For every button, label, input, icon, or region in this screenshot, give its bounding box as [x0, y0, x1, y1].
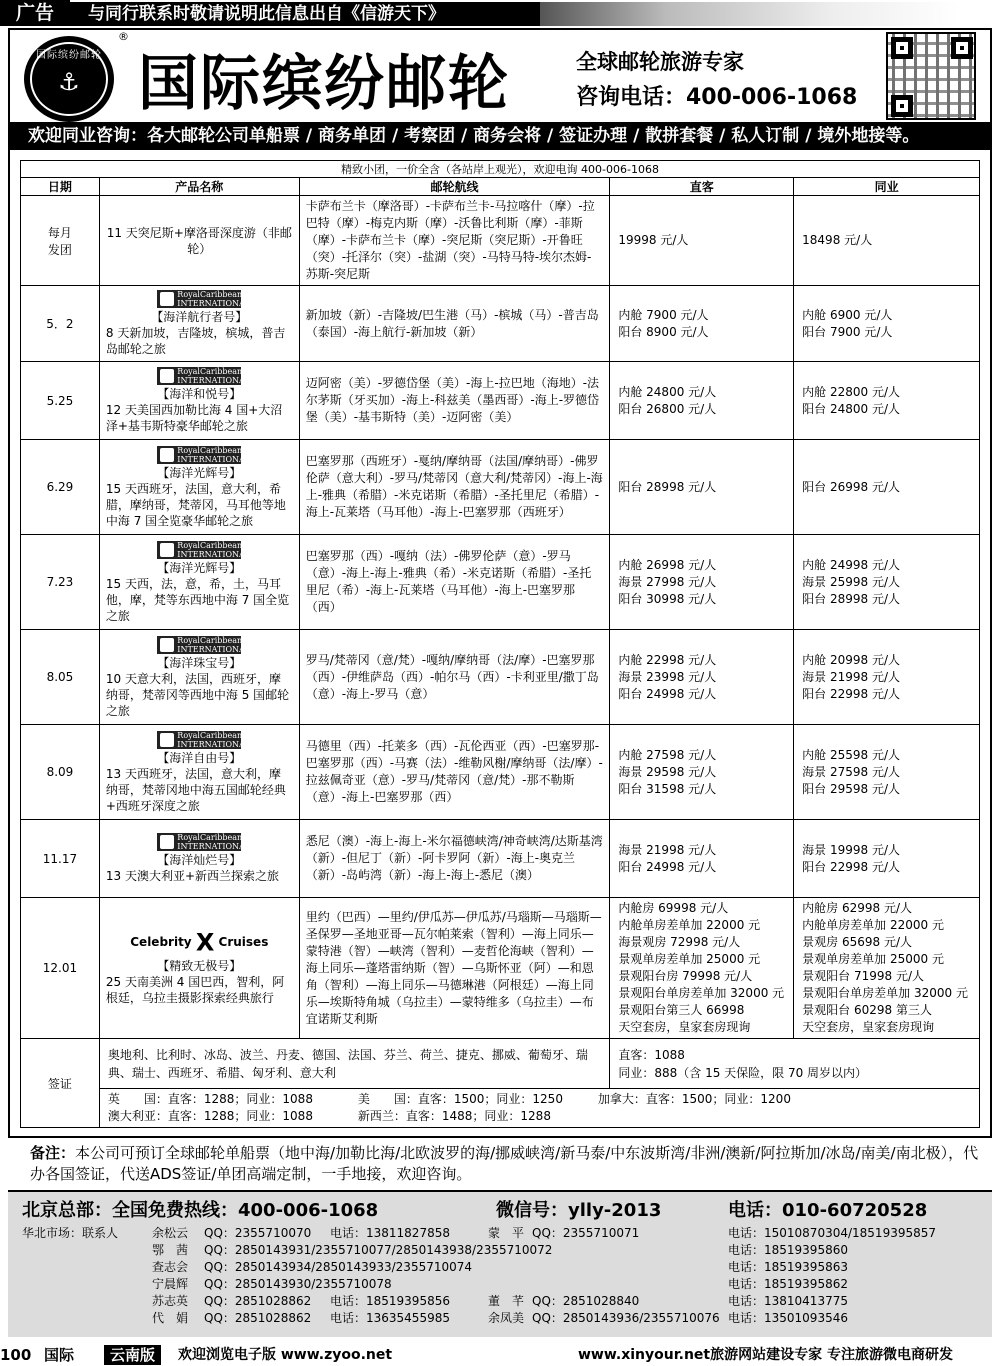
contact-qq: QQ：2355710070: [204, 1226, 312, 1240]
visa-others: [99, 1089, 979, 1128]
row-direct-prices: [610, 630, 794, 725]
row-route: 卡萨布兰卡（摩洛哥）-卡萨布兰卡-马拉喀什（摩）-拉巴特（摩）-梅克内斯（摩）-沃鲁比利斯（摩）-菲斯（摩）-卡萨布兰卡（摩）-突尼斯（突尼斯）-开鲁旺（突）-托泽尔（突）-盐湖（突）-马特马特-埃尔杰姆-苏斯-突尼斯: [299, 196, 610, 286]
notes-text: 本公司可预订全球邮轮单船票（地中海/加勒比海/北欧波罗的海/挪威峡湾/新马泰/中东波斯湾/非洲/澳新/阿拉斯加/冰岛/南美/南北极），代办各国签证，代送ADS签证/单团高端定制，一手地接，欢迎咨询。: [30, 1144, 979, 1183]
row-date: 6.29: [21, 440, 100, 535]
market-label: 华北市场：联系人: [22, 1226, 119, 1240]
qr-code-icon: [886, 32, 976, 120]
peer-price: 天空套房，皇家套房现询: [802, 1020, 935, 1034]
product-description: 12 天美国西加勒比海 4 国+大沼泽+基韦斯特豪华邮轮之旅: [105, 403, 283, 433]
col-header-route: 邮轮航线: [299, 178, 610, 196]
contact-qq-2: QQ：2851028840: [532, 1294, 640, 1308]
table-row: [21, 362, 980, 440]
ship-name: 【海洋光辉号】: [157, 465, 242, 480]
direct-price: 内舱 26998 元/人: [618, 557, 717, 572]
ad-notice: 与同行联系时敬请说明此信息出自《信游天下》: [70, 2, 540, 26]
peer-price: 景观房 65698 元/人: [802, 935, 913, 949]
direct-price: 内舱 27598 元/人: [618, 747, 717, 762]
direct-price: 阳台 28998 元/人: [618, 479, 717, 494]
peer-price: 内舱房 62998 元/人: [802, 901, 913, 915]
row-date: 5.25: [21, 362, 100, 440]
contact-name-2: 余凤美: [488, 1311, 525, 1325]
celebrity-cruises-logo-icon: Celebrity X Cruises: [130, 928, 269, 957]
peer-price: 景观阳台 60298 第三人: [802, 1003, 932, 1017]
direct-price: 景观阳台第三人 66998: [618, 1003, 745, 1017]
row-product: [99, 820, 299, 898]
peer-price: 景观单房差单加 25000 元: [802, 952, 944, 966]
peer-price: 阳台 22998 元/人: [802, 686, 901, 701]
table-row: [21, 535, 980, 630]
edition-badge: 云南版: [104, 1345, 161, 1365]
footer-left-link[interactable]: 欢迎浏览电子版 www.zyoo.net: [178, 1347, 393, 1363]
contact-qq: QQ：2850143934/2850143933/2355710074: [204, 1260, 473, 1274]
peer-price: 景观阳台 71998 元/人: [802, 969, 925, 983]
row-route: 悉尼（澳）-海上-海上-米尔福德峡湾/神奇峡湾/达斯基湾（新）-但尼丁（新）-阿卡罗阿（新）-海上-奥克兰（新）-岛屿湾（新）-海上-海上-悉尼（澳）: [299, 820, 610, 898]
peer-price: 内舱 20998 元/人: [802, 652, 901, 667]
direct-price: 阳台 30998 元/人: [618, 591, 717, 606]
contact-qq: QQ：2851028862: [204, 1294, 312, 1308]
welcome-bar: 欢迎同业咨询：各大邮轮公司单船票 / 商务单团 / 考察团 / 商务会将 / 签证办理 / 散拼套餐 / 私人订制 / 境外地接等。: [8, 122, 992, 150]
direct-price: 海景 29598 元/人: [618, 764, 717, 779]
registered-mark: ®: [118, 30, 129, 43]
hotline: 咨询电话：400-006-1068: [576, 85, 858, 110]
row-direct-prices: [610, 898, 794, 1039]
royal-caribbean-logo-icon: RoyalCaribbean INTERNATIONAL: [157, 731, 241, 749]
hq-phone: 电话：010-60720528: [728, 1200, 928, 1221]
royal-caribbean-logo-icon: RoyalCaribbean INTERNATIONAL: [157, 446, 241, 464]
direct-price: 阳台 24998 元/人: [618, 859, 717, 874]
royal-caribbean-logo-icon: RoyalCaribbean INTERNATIONAL: [157, 290, 241, 308]
direct-price: 海景 27998 元/人: [618, 574, 717, 589]
visa-new-zealand: 新西兰：直客：1488；同业：1288: [357, 1109, 551, 1123]
row-date: 7.23: [21, 535, 100, 630]
contact-row: [8, 1275, 992, 1292]
direct-price: 内舱 7900 元/人: [618, 307, 709, 322]
contact-qq: QQ：2850143930/2355710078: [204, 1277, 392, 1291]
direct-price: 内舱 22998 元/人: [618, 652, 717, 667]
ship-name: 【精致无极号】: [157, 959, 242, 974]
visa-row-1: [21, 1039, 980, 1089]
contact-row: [8, 1309, 992, 1326]
row-direct-prices: [610, 196, 794, 286]
row-peer-prices: [794, 725, 980, 820]
row-date: 每月 发团: [21, 196, 100, 286]
row-product: [99, 440, 299, 535]
visa-us: 美 国：直客：1500；同业：1250: [357, 1092, 563, 1106]
notes: [30, 1143, 980, 1185]
row-peer-prices: [794, 286, 980, 362]
product-description: 11 天突尼斯+摩洛哥深度游（非邮轮）: [106, 225, 292, 256]
row-date: 8.09: [21, 725, 100, 820]
row-product: [99, 362, 299, 440]
contact-tel: 电话：13635455985: [330, 1311, 450, 1325]
peer-price: 海景 21998 元/人: [802, 669, 901, 684]
peer-price: 18498 元/人: [802, 233, 873, 247]
direct-price: 内舱房 69998 元/人: [618, 901, 729, 915]
logo-ring-text: 国际缤纷邮轮: [36, 50, 102, 61]
table-caption: 精致小团，一价全含（各站岸上观光），欢迎电询 400-006-1068: [21, 161, 980, 178]
peer-price: 阳台 28998 元/人: [802, 591, 901, 606]
row-peer-prices: [794, 440, 980, 535]
hq-hotline: 北京总部：全国免费热线：400-006-1068: [22, 1200, 379, 1221]
peer-price: 阳台 29598 元/人: [802, 781, 901, 796]
ad-banner: [0, 0, 1000, 28]
table-row: [21, 820, 980, 898]
direct-price: 19998 元/人: [618, 233, 689, 247]
contact-row: [8, 1258, 992, 1275]
product-description: 25 天南美洲 4 国巴西，智利，阿根廷，乌拉圭摄影探索经典旅行: [105, 975, 285, 1006]
row-peer-prices: [794, 535, 980, 630]
row-route: 里约（巴西）—里约/伊瓜苏—伊瓜苏/马瑙斯—马瑙斯—圣保罗—圣地亚哥—瓦尔帕莱索（智利）—海上同乐—蒙特港（智）—峡湾（智利）—麦哲伦海峡（智利）—海上同乐—蓬塔雷纳斯（智）—乌斯怀亚（阿）—和恩角（智利）—海上同乐—马德琳港（阿根廷）—海上同乐—埃斯特角城（乌拉圭）—蒙特维多（乌拉圭）—布宜诺斯艾利斯: [299, 898, 610, 1039]
row-product: [99, 196, 299, 286]
row-date: 12.01: [21, 898, 100, 1039]
contact-tel-2: 电话：15010870304/18519395857: [728, 1226, 937, 1240]
direct-price: 内舱单房差单加 22000 元: [618, 918, 761, 932]
col-header-date: 日期: [21, 178, 100, 196]
visa-direct: 直客：1088: [618, 1047, 685, 1062]
visa-label: 签证: [21, 1039, 100, 1128]
royal-caribbean-logo-icon: RoyalCaribbean INTERNATIONAL: [157, 636, 241, 654]
product-description: 15 天西，法，意，希，土，马耳他，摩，梵等东西地中海 7 国全览之旅: [105, 576, 290, 623]
contact-name: 代 娟: [152, 1311, 189, 1325]
peer-price: 内舱单房差单加 22000 元: [802, 918, 944, 932]
notes-label: 备注：: [30, 1144, 76, 1162]
row-direct-prices: [610, 725, 794, 820]
peer-price: 内舱 6900 元/人: [802, 307, 893, 322]
row-route: 新加坡（新）-吉隆坡/巴生港（马）-槟城（马）-普吉岛（泰国）-海上航行-新加坡（新）: [299, 286, 610, 362]
direct-price: 阳台 31598 元/人: [618, 781, 717, 796]
direct-price: 景观单房差单加 25000 元: [618, 952, 761, 966]
row-peer-prices: [794, 630, 980, 725]
contact-row: [8, 1292, 992, 1309]
contact-qq: QQ：2850143931/2355710077/2850143938/2355710072: [204, 1243, 553, 1257]
row-product: [99, 898, 299, 1039]
royal-caribbean-logo-icon: RoyalCaribbean INTERNATIONAL: [157, 541, 241, 559]
row-product: [99, 725, 299, 820]
table-row: [21, 630, 980, 725]
peer-price: 海景 25998 元/人: [802, 574, 901, 589]
direct-price: 天空套房，皇家套房现询: [618, 1020, 751, 1034]
peer-price: 内舱 22800 元/人: [802, 384, 901, 399]
ship-name: 【海洋珠宝号】: [157, 655, 242, 670]
contact-tel-2: 电话：13501093546: [728, 1311, 848, 1325]
row-product: [99, 630, 299, 725]
section-name: 国际: [44, 1346, 75, 1364]
direct-price: 内舱 24800 元/人: [618, 384, 717, 399]
ship-name: 【海洋和悦号】: [157, 387, 242, 401]
peer-price: 内舱 24998 元/人: [802, 557, 901, 572]
row-direct-prices: [610, 286, 794, 362]
col-header-peer: 同业: [794, 178, 980, 196]
row-direct-prices: [610, 820, 794, 898]
contact-qq-2: QQ：2850143936/2355710076: [532, 1311, 720, 1325]
ship-name: 【海洋光辉号】: [157, 560, 242, 575]
page-footer: [0, 1344, 1000, 1366]
table-row: [21, 286, 980, 362]
table-row: [21, 725, 980, 820]
row-route: 罗马/梵蒂冈（意/梵）-嘎纳/摩纳哥（法/摩）-巴塞罗那（西）-伊维萨岛（西）-帕尔马（西）-卡利亚里/撒丁岛（意）-海上-罗马（意）: [299, 630, 610, 725]
table-header-row: [21, 178, 980, 196]
royal-caribbean-logo-icon: RoyalCaribbean INTERNATIONAL: [157, 367, 241, 385]
visa-countries: 奥地利、比利时、冰岛、波兰、丹麦、德国、法国、芬兰、荷兰、捷克、挪威、葡萄牙、瑞典、瑞士、西班牙、希腊、匈牙利、意大利: [99, 1039, 609, 1089]
contact-name: 鄂 茜: [152, 1243, 189, 1257]
direct-price: 阳台 8900 元/人: [618, 324, 709, 339]
row-product: [99, 535, 299, 630]
direct-price: 海景 21998 元/人: [618, 842, 717, 857]
table-row: [21, 898, 980, 1039]
contact-name-2: 蒙 平: [488, 1226, 525, 1240]
row-date: 11.17: [21, 820, 100, 898]
contact-row: [8, 1241, 992, 1258]
contact-name: 查志会: [152, 1260, 189, 1274]
visa-prices: [610, 1039, 980, 1089]
contact-name-2: 董 芊: [488, 1294, 525, 1308]
peer-price: 内舱 25598 元/人: [802, 747, 901, 762]
direct-price: 景观阳台房 79998 元/人: [618, 969, 753, 983]
row-direct-prices: [610, 535, 794, 630]
ship-name: 【海洋航行者号】: [151, 310, 248, 324]
company-header: [8, 28, 992, 122]
direct-price: 阳台 24998 元/人: [618, 686, 717, 701]
row-date: 8.05: [21, 630, 100, 725]
row-peer-prices: [794, 196, 980, 286]
ship-icon: ⚓: [58, 68, 80, 96]
cruise-table: [20, 160, 980, 1128]
wechat-id: 微信号：ylly-2013: [496, 1200, 662, 1221]
peer-price: 海景 27598 元/人: [802, 764, 901, 779]
footer-right-link[interactable]: www.xinyour.net旅游网站建设专家 专注旅游微电商研发: [578, 1347, 953, 1363]
brand-name: 国际缤纷邮轮: [138, 49, 510, 119]
contact-tel: 电话：18519395856: [330, 1294, 450, 1308]
page-number: 100: [0, 1346, 32, 1364]
contact-tel-2: 电话：18519395862: [728, 1277, 848, 1291]
row-route: 巴塞罗那（西班牙）-戛纳/摩纳哥（法国/摩纳哥）-佛罗伦萨（意大利）-罗马/梵蒂冈（意大利/梵蒂冈）-海上-海上-雅典（希腊）-米克诺斯（希腊）-圣托里尼（希腊）-海上-瓦莱塔（马耳他）-海上-巴塞罗那（西班牙）: [299, 440, 610, 535]
direct-price: 阳台 26800 元/人: [618, 401, 717, 416]
contact-tel: 电话：13811827858: [330, 1226, 450, 1240]
row-direct-prices: [610, 440, 794, 535]
contact-block: [8, 1190, 992, 1337]
visa-australia: 澳大利亚：直客：1288；同业：1088: [107, 1109, 313, 1123]
contact-name: 余松云: [152, 1226, 189, 1240]
contact-tel-2: 电话：13810413775: [728, 1294, 848, 1308]
contact-row: [8, 1224, 992, 1241]
contact-qq-2: QQ：2355710071: [532, 1226, 640, 1240]
row-route: 迈阿密（美）-罗德岱堡（美）-海上-拉巴地（海地）-法尔茅斯（牙买加）-海上-科兹美（墨西哥）-海上-罗德岱堡（美）-基韦斯特（美）-迈阿密（美）: [299, 362, 610, 440]
product-description: 15 天西班牙，法国，意大利，希腊，摩纳哥，梵蒂冈，马耳他等地中海 7 国全览豪华邮轮之旅: [105, 481, 286, 528]
tagline: 全球邮轮旅游专家: [576, 50, 744, 74]
direct-price: 景观阳台单房差单加 32000 元: [618, 986, 785, 1000]
product-description: 10 天意大利，法国，西班牙，摩纳哥，梵蒂冈等西地中海 5 国邮轮之旅: [105, 671, 290, 718]
table-row: [21, 440, 980, 535]
ad-label: 广告: [0, 0, 70, 26]
row-product: [99, 286, 299, 362]
visa-canada: 加拿大：直客：1500；同业：1200: [597, 1092, 791, 1106]
direct-price: 海景 23998 元/人: [618, 669, 717, 684]
product-description: 13 天西班牙，法国，意大利，摩纳哥，梵蒂冈地中海五国邮轮经典+西班牙深度之旅: [105, 766, 286, 813]
row-peer-prices: [794, 820, 980, 898]
col-header-product: 产品名称: [99, 178, 299, 196]
contact-name: 宁晨辉: [152, 1277, 189, 1291]
contact-tel-2: 电话：18519395860: [728, 1243, 848, 1257]
company-logo: [24, 36, 114, 122]
royal-caribbean-logo-icon: RoyalCaribbean INTERNATIONAL: [157, 833, 241, 851]
peer-price: 阳台 26998 元/人: [802, 479, 901, 494]
row-date: 5．2: [21, 286, 100, 362]
row-peer-prices: [794, 898, 980, 1039]
contact-qq: QQ：2851028862: [204, 1311, 312, 1325]
row-route: 马德里（西）-托莱多（西）-瓦伦西亚（西）-巴塞罗那-巴塞罗那（西）-马赛（法）-维勒风榭/摩纳哥（法/摩）-拉兹佩奇亚（意）-罗马/梵蒂冈（意/梵）-那不勒斯（意）-海上-巴塞罗那（西）: [299, 725, 610, 820]
banner-fade: [540, 2, 960, 26]
row-direct-prices: [610, 362, 794, 440]
contact-name: 苏志英: [152, 1294, 189, 1308]
visa-uk: 英 国：直客：1288；同业：1088: [107, 1092, 313, 1106]
row-route: 巴塞罗那（西）-嘎纳（法）-佛罗伦萨（意）-罗马（意）-海上-海上-雅典（希）-米克诺斯（希腊）-圣托里尼（希）-海上-瓦莱塔（马耳他）-海上-巴塞罗那（西）: [299, 535, 610, 630]
product-description: 13 天澳大利亚+新西兰探索之旅: [105, 869, 280, 883]
peer-price: 海景 19998 元/人: [802, 842, 901, 857]
col-header-direct: 直客: [610, 178, 794, 196]
ship-name: 【海洋自由号】: [157, 750, 242, 765]
peer-price: 景观阳台单房差单加 32000 元: [802, 986, 968, 1000]
row-peer-prices: [794, 362, 980, 440]
contact-tel-2: 电话：18519395863: [728, 1260, 848, 1274]
table-row: [21, 196, 980, 286]
visa-row-2: [21, 1089, 980, 1128]
peer-price: 阳台 24800 元/人: [802, 401, 901, 416]
peer-price: 阳台 7900 元/人: [802, 324, 893, 339]
ship-name: 【海洋灿烂号】: [157, 853, 242, 867]
peer-price: 阳台 22998 元/人: [802, 859, 901, 874]
visa-peer: 同业：888（含 15 天保险，限 70 周岁以内）: [618, 1065, 868, 1080]
direct-price: 海景观房 72998 元/人: [618, 935, 741, 949]
product-description: 8 天新加坡，吉隆坡，槟城，普吉岛邮轮之旅: [105, 326, 286, 356]
